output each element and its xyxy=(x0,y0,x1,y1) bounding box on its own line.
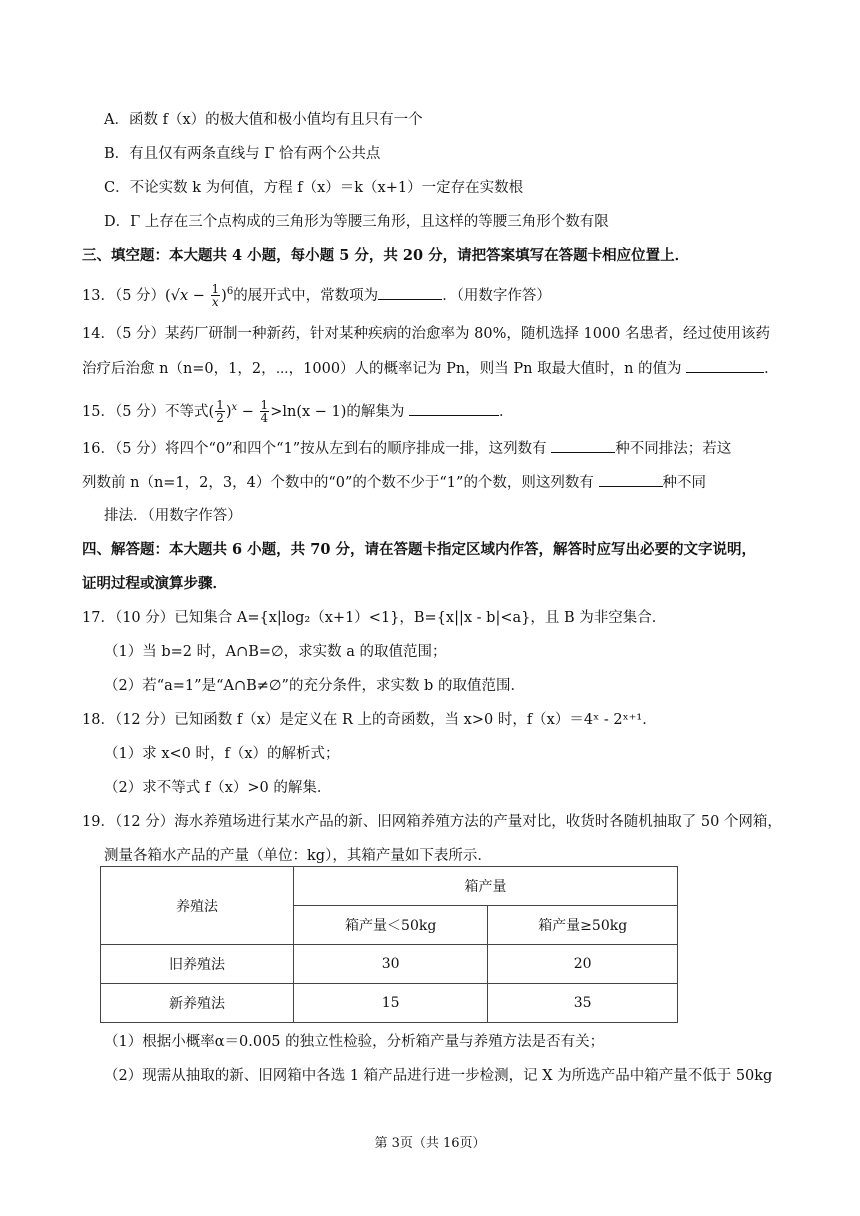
row-lt: 15 xyxy=(294,984,488,1023)
question-16-line-3: 排法．（用数字作答） xyxy=(104,508,242,524)
q13-exponent: 6 xyxy=(226,286,234,297)
page-footer: 第 3页（共 16页） xyxy=(374,1136,486,1151)
row-lt: 30 xyxy=(294,945,488,984)
question-18-part-1: （1）求 x<0 时，f（x）的解析式； xyxy=(104,746,340,762)
table-row xyxy=(101,945,678,984)
question-19-part-1: （1）根据小概率α＝0.005 的独立性检验，分析箱产量与养殖方法是否有关； xyxy=(104,1034,605,1050)
q15-half: $\frac{1}{2}$ xyxy=(216,398,224,426)
header-method: 养殖法 xyxy=(101,867,294,945)
q13-prefix: 13．（5 分）( xyxy=(82,287,171,304)
option-b: B．有且仅有两条直线与 Γ 恰有两个公共点 xyxy=(104,146,381,162)
option-d: D．Γ 上存在三个点构成的三角形为等腰三角形，且这样的等腰三角形个数有限 xyxy=(104,214,609,230)
q13-sqrt: √x − xyxy=(170,287,210,304)
question-14-line-2 xyxy=(82,358,779,379)
option-c: C．不论实数 k 为何值，方程 f（x）＝k（x+1）一定存在实数根 xyxy=(104,180,524,196)
q16-blank-1 xyxy=(551,438,615,453)
question-19-part-2: （2）现需从抽取的新、旧网箱中各选 1 箱产品进行进一步检测，记 X 为所选产品中箱产量不低于 50kg xyxy=(104,1068,773,1084)
question-13 xyxy=(82,282,551,308)
q16-line1-b: 种不同排法；若这 xyxy=(615,441,732,457)
question-17-part-1: （1）当 b=2 时，A∩B=∅，求实数 a 的取值范围； xyxy=(104,644,447,660)
q15-tail: ． xyxy=(499,403,514,420)
question-15: 15．（5 分）不等式( $\frac{1}{2}$ )$^x$ − $\frac{1}{4}$ >ln(x − 1)的解集为 ． xyxy=(82,398,514,426)
row-name: 旧养殖法 xyxy=(101,945,294,984)
row-name: 新养殖法 xyxy=(101,984,294,1023)
q16-line1-a: 16．（5 分）将四个“0”和四个“1”按从左到右的顺序排成一排，这列数有 xyxy=(82,441,547,457)
question-19-line-2: 测量各箱水产品的产量（单位：kg），其箱产量如下表所示． xyxy=(104,848,492,864)
question-17-part-2: （2）若“a=1”是“A∩B≠∅”的充分条件，求实数 b 的取值范围． xyxy=(104,678,525,694)
header-output: 箱产量 xyxy=(294,867,678,906)
q13-suffix: 的展开式中，常数项为 xyxy=(233,287,379,304)
q13-tail: ．（用数字作答） xyxy=(442,287,551,304)
question-16-line-1 xyxy=(82,438,731,459)
question-19-line-1: 19．（12 分）海水养殖场进行某水产品的新、旧网箱养殖方法的产量对比，收货时各随机抽取了 50 个网箱， xyxy=(82,814,782,830)
header-ge-50: 箱产量≥50kg xyxy=(488,906,678,945)
q16-line2-a: 列数前 n（n=1，2，3，4）个数中的“0”的个数不少于“1”的个数，则这列数有 xyxy=(82,475,594,491)
option-a: A．函数 f（x）的极大值和极小值均有且只有一个 xyxy=(104,112,423,128)
q13-answer-blank xyxy=(378,285,442,300)
q15-mid: >ln(x − 1)的解集为 xyxy=(270,403,405,420)
q15-answer-blank xyxy=(409,401,499,416)
q13-mid: ) xyxy=(221,287,227,304)
section-4-heading-line-1: 四、解答题：本大题共 6 小题，共 70 分，请在答题卡指定区域内作答，解答时应写出必要的文字说明， xyxy=(82,541,756,558)
header-lt-50: 箱产量＜50kg xyxy=(294,906,488,945)
q13-fraction: $\frac{1}{x}$ xyxy=(211,282,220,310)
yield-table xyxy=(100,866,678,1023)
q15-quarter: $\frac{1}{4}$ xyxy=(260,398,269,426)
question-18-stem: 18．（12 分）已知函数 f（x）是定义在 R 上的奇函数，当 x>0 时，f（x）＝4ˣ - 2ˣ⁺¹． xyxy=(82,712,657,728)
section-4-heading-line-2: 证明过程或演算步骤． xyxy=(82,575,227,592)
q14-tail: ． xyxy=(764,361,779,377)
q16-blank-2 xyxy=(599,472,663,487)
row-ge: 20 xyxy=(488,945,678,984)
question-14-line-1: 14．（5 分）某药厂研制一种新药，针对某种疾病的治愈率为 80%，随机选择 1000 名患者，经过使用该药 xyxy=(82,326,770,342)
q16-line2-b: 种不同 xyxy=(662,475,707,491)
section-3-heading: 三、填空题：本大题共 4 小题，每小题 5 分，共 20 分，请把答案填写在答题卡相应位置上． xyxy=(82,247,690,264)
question-18-part-2: （2）求不等式 f（x）>0 的解集． xyxy=(104,780,332,796)
q14-line2-text: 治疗后治愈 n（n=0，1，2，⋯，1000）人的概率记为 Pn，则当 Pn 取最大值时，n 的值为 xyxy=(82,361,682,377)
question-17-stem: 17．（10 分）已知集合 A={x|log₂（x+1）<1}，B={x||x - b|<a}，且 B 为非空集合． xyxy=(82,610,667,626)
table-row xyxy=(101,984,678,1023)
question-16-line-2 xyxy=(82,472,706,493)
q14-answer-blank xyxy=(686,358,764,373)
q15-prefix: 15．（5 分）不等式 xyxy=(82,403,209,420)
row-ge: 35 xyxy=(488,984,678,1023)
